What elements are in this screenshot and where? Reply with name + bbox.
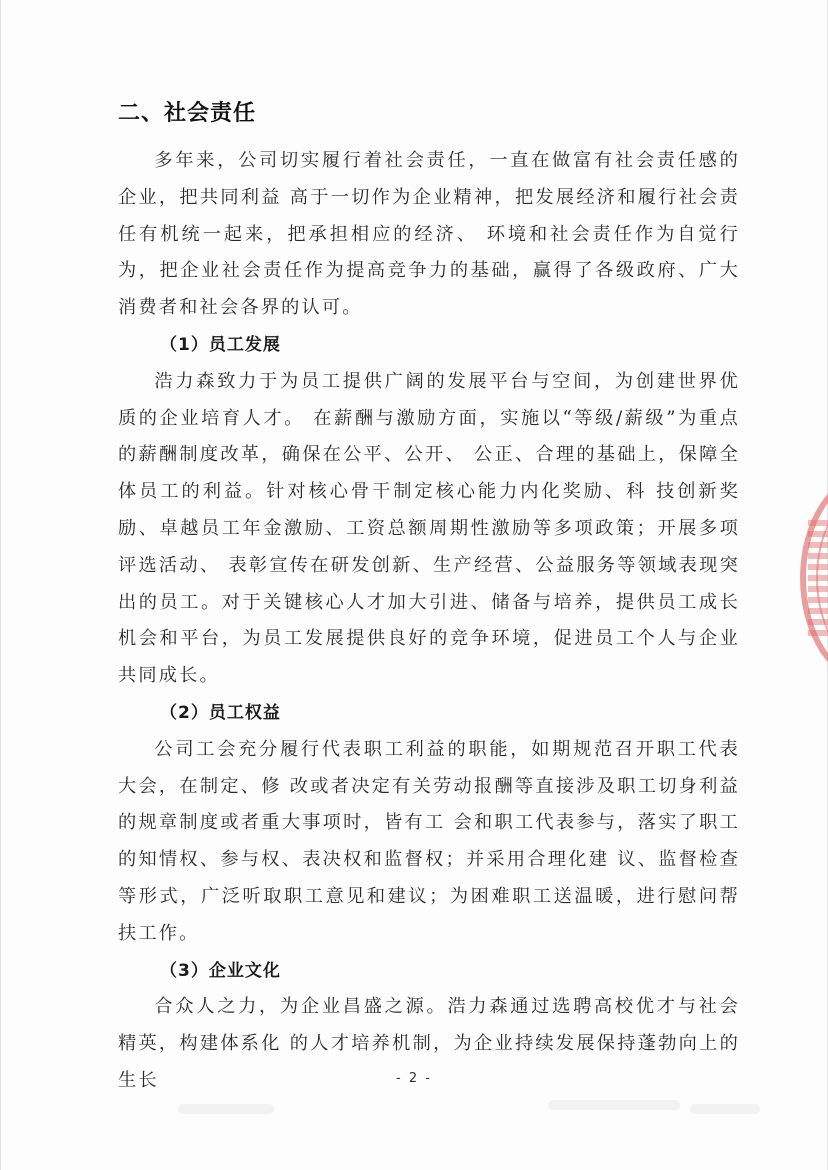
subsection-title-employee-rights: （2）员工权益 (160, 702, 281, 723)
document-body (118, 143, 740, 1100)
subsection-title-corporate-culture: （3）企业文化 (160, 960, 281, 981)
page-number: - 2 - (396, 1071, 432, 1086)
bleed-through-mark (548, 1100, 680, 1110)
employee-rights-paragraph: 公司工会充分履行代表职工利益的职能，如期规范召开职工代表大会，在制定、修 改或者决定有关劳动报酬等直接涉及职工切身利益的规章制度或者重大事项时，皆有工 会和职工代表参与，落实了职工的知情权、参与权、表决权和监督权；并采用合理化建 议、监督检查等形式，广泛听取职工意见和建议；为困难职工送温暖，进行慰问帮扶工作。 (118, 738, 740, 944)
section-heading: 二、社会责任 (118, 101, 257, 126)
intro-paragraph: 多年来，公司切实履行着社会责任，一直在做富有社会责任感的企业，把共同利益 高于一切作为企业精神，把发展经济和履行社会责任有机统一起来，把承担相应的经济、 环境和社会责任作为自觉行为，把企业社会责任作为提高竞争力的基础，赢得了各级政府、广大消费者和社会各界的认可。 (118, 150, 740, 319)
seal-lettering-mark (808, 520, 828, 640)
bleed-through-mark (690, 1104, 760, 1114)
corporate-culture-paragraph: 合众人之力，为企业昌盛之源。浩力森通过选聘高校优才与社会精英，构建体系化 的人才培养机制，为企业持续发展保持蓬勃向上的生长 (118, 996, 740, 1091)
bleed-through-mark (178, 1104, 274, 1114)
subsection-title-employee-development: （1）员工发展 (160, 334, 281, 355)
employee-development-paragraph: 浩力森致力于为员工提供广阔的发展平台与空间，为创建世界优质的企业培育人才。 在薪酬与激励方面，实施以“等级/薪级”为重点的薪酬制度改革，确保在公平、公开、 公正、合理的基础上，保障全体员工的利益。针对核心骨干制定核心能力内化奖励、科 技创新奖励、卓越员工年金激励、工资总额周期性激励等多项政策；开展多项评选活动、 表彰宣传在研发创新、生产经营、公益服务等领域表现突出的员工。对于关键核心人才加大引进、储备与培养，提供员工成长机会和平台，为员工发展提供良好的竞争环境，促进员工个人与企业共同成长。 (118, 370, 740, 687)
